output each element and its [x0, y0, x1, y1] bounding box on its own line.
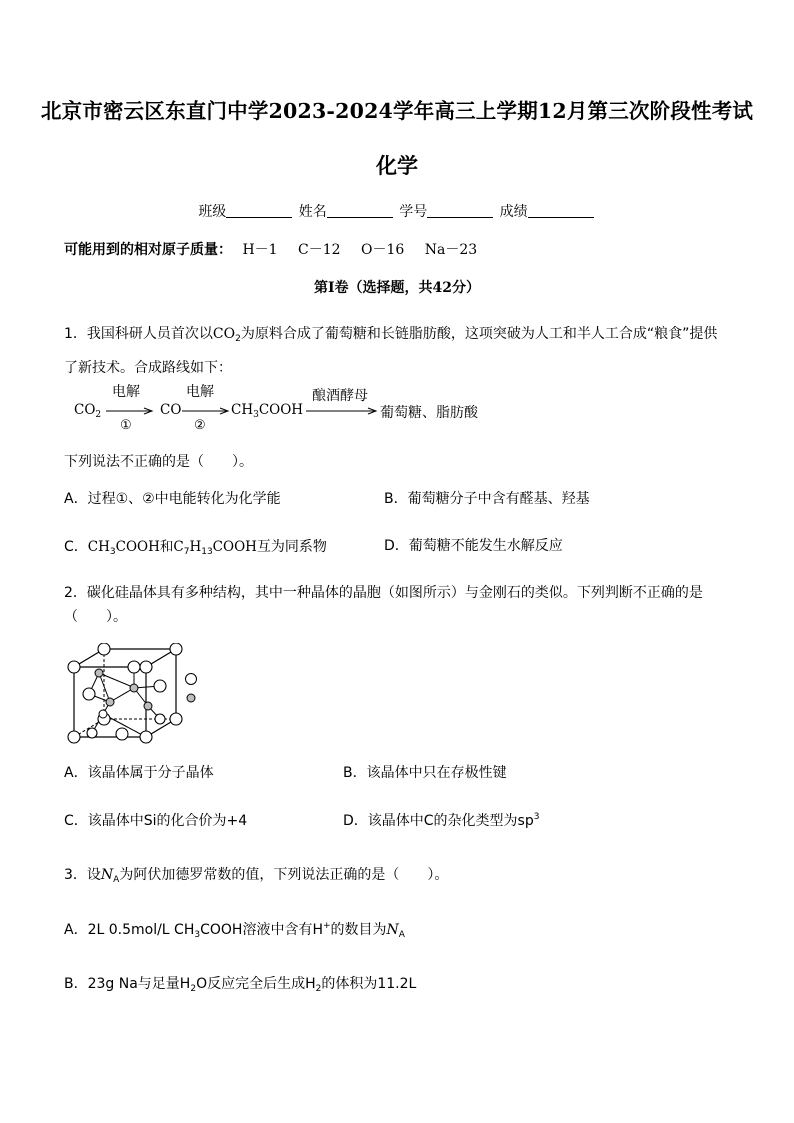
q3-option-a[interactable]: A．2L 0.5mol/L $CH_3COOH$溶液中含有H+的数目为$N_A$: [64, 921, 405, 940]
q1-option-d[interactable]: D．葡萄糖不能发生水解反应: [384, 538, 563, 554]
section-title: 第Ⅰ卷（选择题，共42分）: [313, 280, 481, 296]
route-arrow-3: [306, 406, 378, 416]
synthesis-route: [64, 380, 504, 440]
q2-option-d[interactable]: D．该晶体中C的杂化类型为$sp^3$: [343, 812, 540, 829]
mass-na: Na－23: [424, 242, 478, 258]
route-arrow-2: [182, 406, 230, 416]
route-step3-label: 酿酒酵母: [312, 388, 368, 404]
q1-text-a: 1．我国科研人员首次以: [64, 326, 213, 342]
q1-option-c[interactable]: C．$CH_3COOH$和$C_7H_{13}COOH$互为同系物: [64, 539, 327, 557]
route-step1-label: 电解: [112, 384, 140, 400]
q2-option-b[interactable]: B．该晶体中只在存极性键: [343, 765, 507, 781]
mass-o: O－16: [361, 242, 405, 258]
mass-c: C－12: [298, 242, 341, 258]
q1-line1: [64, 323, 717, 343]
q3-stem: 3．设$N_A$为阿伏加德罗常数的值，下列说法正确的是（ ）。: [64, 867, 449, 885]
q1-co2: CO: [212, 326, 236, 342]
q1-line2: 了新技术。合成路线如下：: [64, 360, 232, 376]
route-step1-num: ①: [120, 418, 132, 433]
route-acetic-acid: $CH_3COOH$: [231, 402, 304, 420]
legend-c-atom: [187, 694, 195, 702]
q1-option-b[interactable]: B．葡萄糖分子中含有醛基、羟基: [384, 491, 590, 507]
sic-unit-cell-figure: [62, 643, 202, 745]
q2-option-c[interactable]: C．该晶体中Si的化合价为+4: [64, 813, 248, 829]
q3-option-b[interactable]: B．23g Na与足量$H_2O$反应完全后生成$H_2$的体积为11.2L: [64, 976, 417, 994]
route-arrow-1: [106, 406, 154, 416]
name-label: 姓名: [298, 204, 327, 220]
q1-text-b: 为原料合成了葡萄糖和长链脂肪酸，这项突破为人工和半人工合成“粮食”提供: [240, 326, 718, 342]
q1-co2-sub: 2: [235, 334, 241, 344]
legend-si-atom: [186, 674, 197, 685]
q2-line2: （ ）。: [64, 609, 127, 625]
route-product: 葡萄糖、脂肪酸: [380, 405, 478, 421]
class-blank[interactable]: [226, 203, 292, 218]
score-label: 成绩: [499, 204, 528, 220]
id-label: 学号: [399, 204, 428, 220]
route-step2-num: ②: [194, 418, 206, 433]
name-blank[interactable]: [327, 203, 393, 218]
atomic-masses-line: [64, 239, 477, 259]
q2-line1: 2．碳化硅晶体具有多种结构，其中一种晶体的晶胞（如图所示）与金刚石的类似。下列判断不正确的是: [64, 585, 703, 601]
route-step2-label: 电解: [186, 384, 214, 400]
class-label: 班级: [198, 204, 227, 220]
subject-title: 化学: [376, 153, 418, 178]
id-blank[interactable]: [427, 203, 493, 218]
q1-option-a[interactable]: A．过程①、②中电能转化为化学能: [64, 491, 281, 507]
q2-option-a[interactable]: A．该晶体属于分子晶体: [64, 765, 214, 781]
student-info-line: [0, 201, 794, 221]
mass-h: H－1: [242, 242, 278, 258]
score-blank[interactable]: [528, 203, 594, 218]
exam-title: 北京市密云区东直门中学2023-2024学年高三上学期12月第三次阶段性考试: [40, 99, 754, 123]
atomic-masses-label: 可能用到的相对原子质量：: [64, 242, 232, 258]
route-co: CO: [160, 402, 182, 418]
q1-stem: 下列说法不正确的是（ ）。: [64, 454, 253, 470]
route-co2: $CO_2$: [74, 402, 102, 420]
